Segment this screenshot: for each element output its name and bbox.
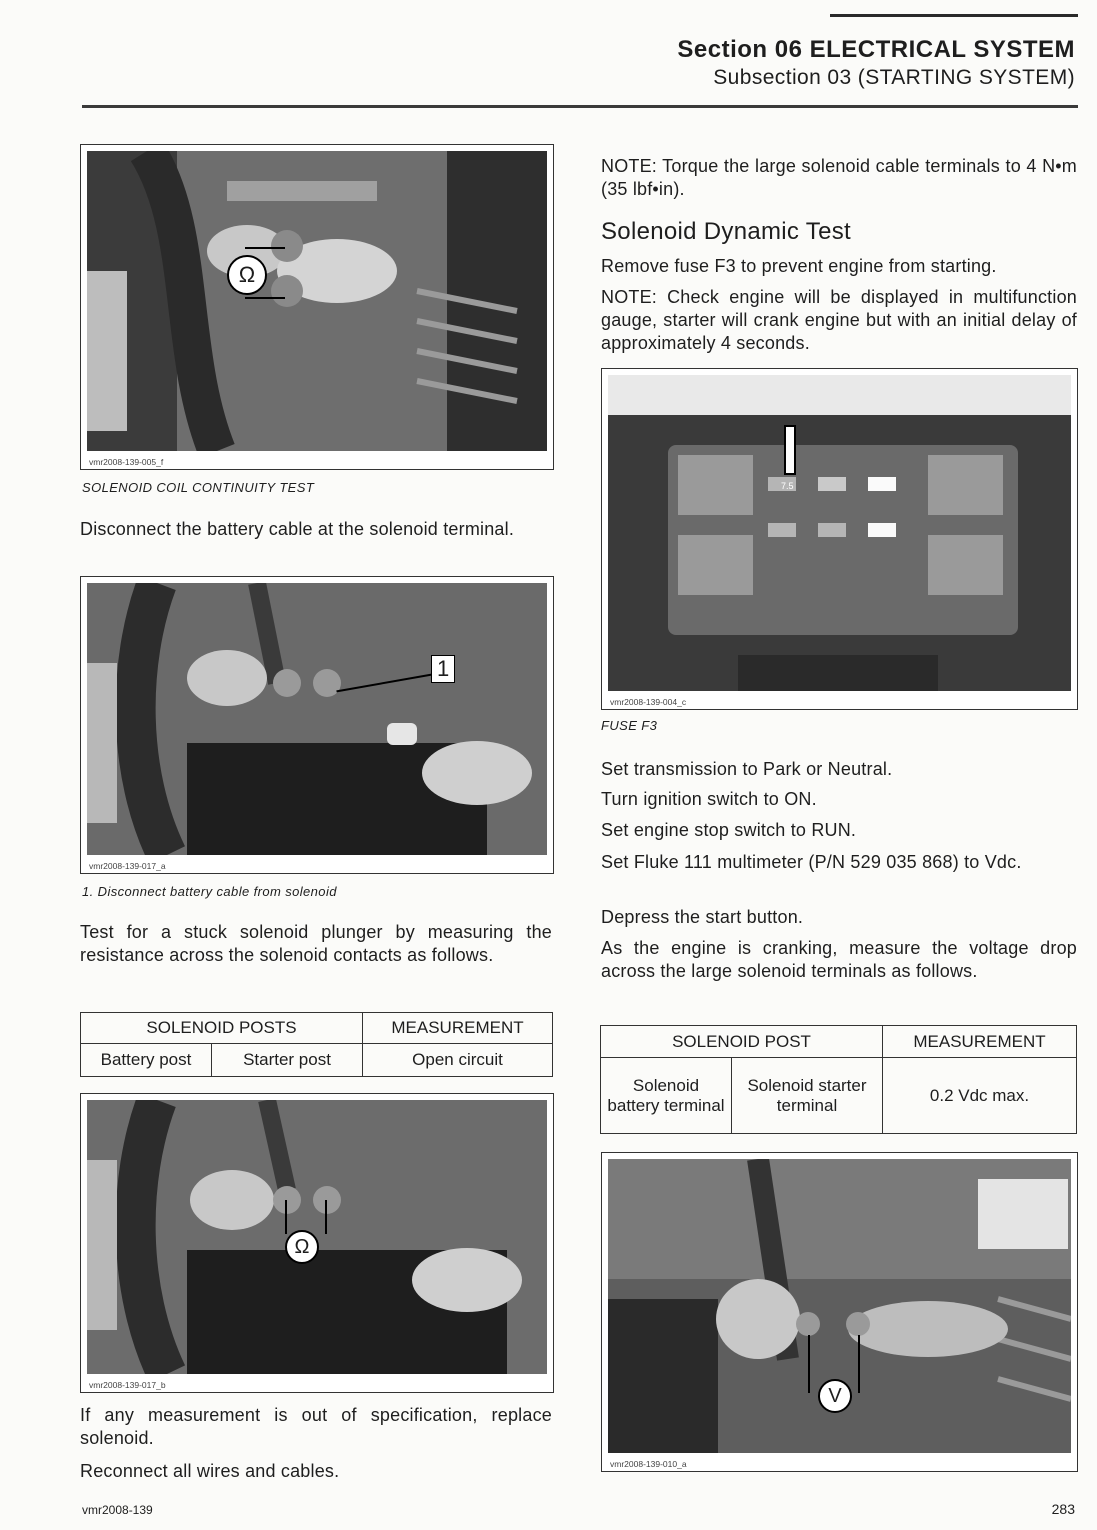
table-cell: 0.2 Vdc max. [883, 1058, 1077, 1134]
photo-code: vmr2008-139-004_c [610, 697, 687, 707]
table-cell: Battery post [81, 1044, 212, 1077]
photo-plunger-resistance-test [80, 1093, 554, 1393]
solenoid-photo-illustration [87, 151, 547, 451]
resistance-table [80, 1012, 553, 1077]
photo-caption: FUSE F3 [601, 718, 658, 733]
note: NOTE: Torque the large solenoid cable terminals to 4 N•m (35 lbf•in). [601, 156, 1077, 199]
voltage-drop-table [600, 1025, 1077, 1134]
solenoid-photo-illustration [87, 1100, 547, 1374]
step-item: Set Fluke 111 multimeter (P/N 529 035 868) to Vdc. [601, 852, 1022, 872]
fuse-label: 7.5 [781, 481, 794, 491]
step-item: Depress the start button. [601, 907, 804, 927]
arrow-line [285, 1200, 287, 1234]
photo-code: vmr2008-139-017_b [89, 1380, 166, 1390]
step-item: Set engine stop switch to RUN. [601, 820, 857, 840]
arrow-line [858, 1335, 860, 1393]
header-rule [82, 105, 1078, 108]
paragraph: Test for a stuck solenoid plunger by measuring the resistance across the solenoid contacts as follows. [80, 922, 552, 965]
photo-coil-continuity-test [80, 144, 554, 470]
photo-code: vmr2008-139-017_a [89, 861, 166, 871]
table-cell: Starter post [212, 1044, 363, 1077]
callout-number: 1 [431, 655, 455, 683]
section-heading: Solenoid Dynamic Test [601, 218, 851, 245]
ohm-symbol-icon: Ω [285, 1230, 319, 1264]
photo-caption: SOLENOID COIL CONTINUITY TEST [82, 480, 315, 495]
solenoid-photo-illustration [87, 583, 547, 855]
fuse-box-illustration [608, 375, 1071, 691]
table-header: SOLENOID POSTS [81, 1013, 363, 1044]
photo-fuse-box [601, 368, 1078, 710]
table-cell: Solenoid starter terminal [732, 1058, 883, 1134]
photo-code: vmr2008-139-005_f [89, 457, 164, 467]
ohm-symbol-icon: Ω [227, 255, 267, 295]
photo-voltage-drop-test [601, 1152, 1078, 1472]
arrow-line [245, 247, 285, 249]
subsection-title: Subsection 03 (STARTING SYSTEM) [713, 66, 1075, 89]
document-code: vmr2008-139 [82, 1503, 153, 1517]
arrow-line [808, 1335, 810, 1393]
paragraph: Reconnect all wires and cables. [80, 1461, 340, 1481]
photo-caption: 1. Disconnect battery cable from solenoid [82, 884, 337, 899]
arrow-line [325, 1200, 327, 1234]
step-item: As the engine is cranking, measure the voltage drop across the large solenoid terminals as follows. [601, 938, 1077, 981]
paragraph: If any measurement is out of specification, replace solenoid. [80, 1405, 552, 1448]
table-header: MEASUREMENT [363, 1013, 553, 1044]
arrow-down-icon [784, 425, 796, 475]
table-header: MEASUREMENT [883, 1026, 1077, 1058]
page-number: 283 [1051, 1501, 1075, 1517]
table-cell: Solenoid battery terminal [601, 1058, 732, 1134]
table-cell: Open circuit [363, 1044, 553, 1077]
table-header: SOLENOID POST [601, 1026, 883, 1058]
paragraph: Disconnect the battery cable at the solenoid terminal. [80, 519, 515, 539]
photo-code: vmr2008-139-010_a [610, 1459, 687, 1469]
note: NOTE: Check engine will be displayed in multifunction gauge, starter will crank engine but with an initial delay of approximately 4 seconds. [601, 287, 1077, 353]
paragraph: Remove fuse F3 to prevent engine from starting. [601, 256, 997, 276]
step-item: Turn ignition switch to ON. [601, 789, 817, 809]
top-rule [830, 14, 1078, 17]
photo-disconnect-battery-cable [80, 576, 554, 874]
voltmeter-symbol-icon: V [818, 1379, 852, 1413]
arrow-line [245, 297, 285, 299]
section-title: Section 06 ELECTRICAL SYSTEM [677, 36, 1075, 63]
step-item: Set transmission to Park or Neutral. [601, 759, 893, 779]
